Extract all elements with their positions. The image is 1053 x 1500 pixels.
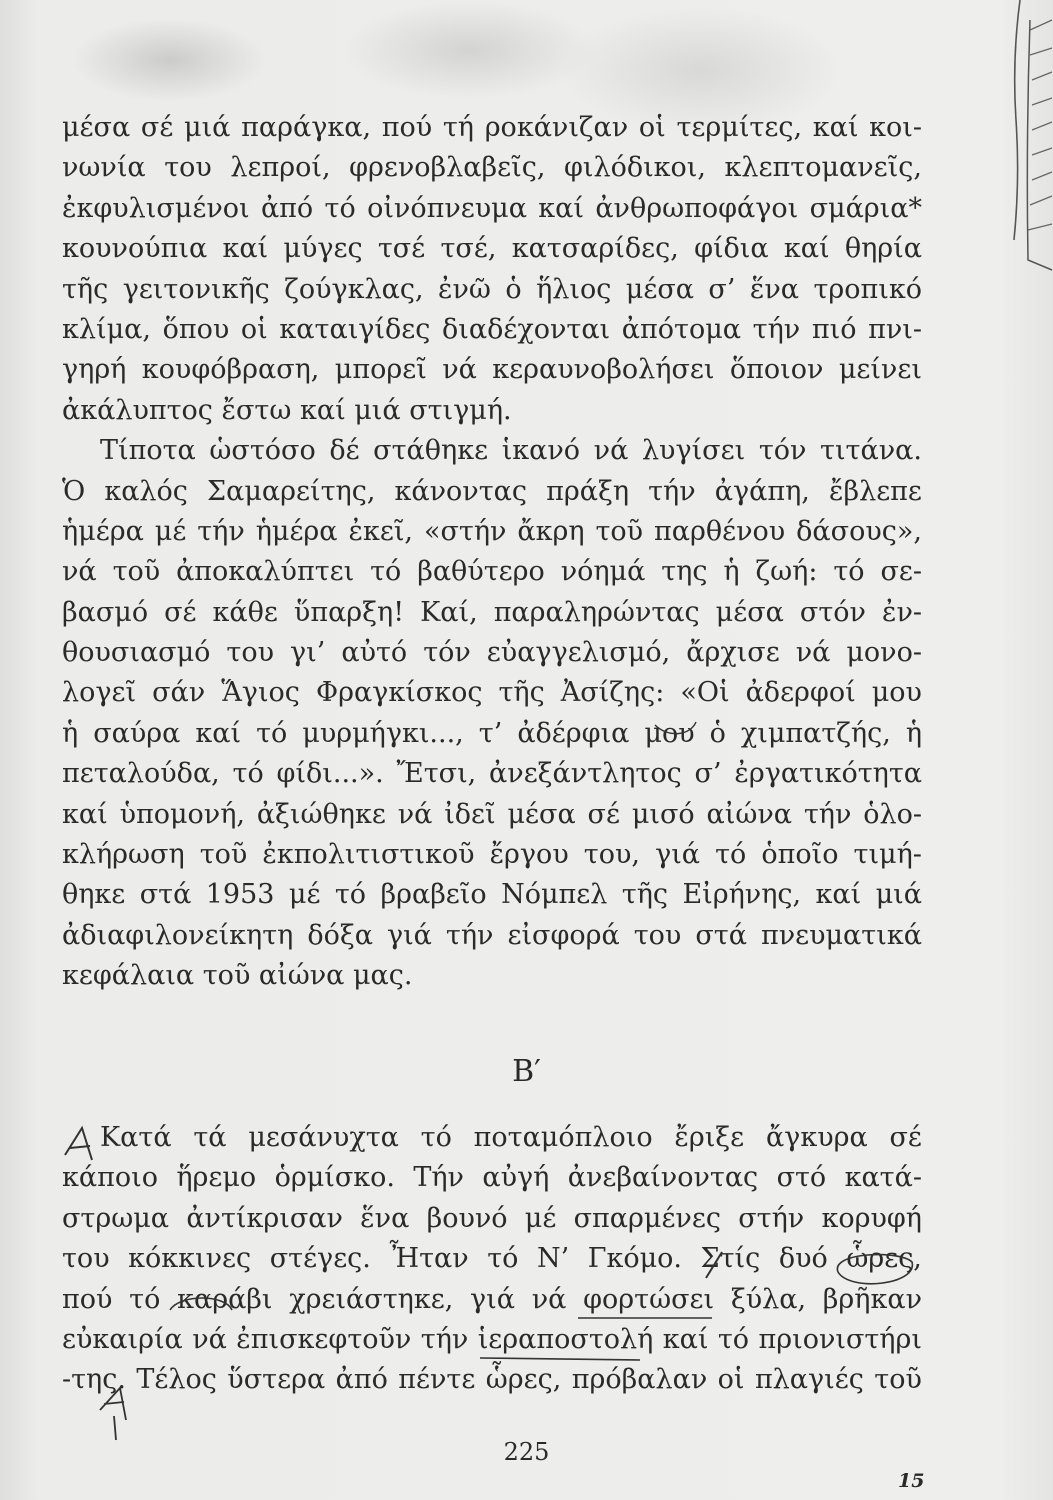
text-line: κουνούπια καί μύγες τσέ τσέ, κατσαρίδες, φίδια καί θηρία — [62, 233, 922, 265]
text-line: εὐκαιρία νά ἐπισκεφτοῦν τήν ἱεραποστολή καί τό πριονιστήρι — [62, 1323, 922, 1355]
text-line: κεφάλαια τοῦ αἰώνα μας. — [62, 960, 413, 992]
text-line: Κατά τά μεσάνυχτα τό ποταμόπλοιο ἔριξε ἄγκυρα σέ — [100, 1122, 922, 1153]
text-line: Τίποτα ὡστόσο δέ στάθηκε ἱκανό νά λυγίσει τόν τιτάνα. — [100, 435, 922, 467]
text-line: ἀκάλυπτος ἔστω καί μιά στιγμή. — [62, 394, 512, 426]
text-line: νά τοῦ ἀποκαλύπτει τό βαθύτερο νόημά της ἡ ζωή: τό σε- — [62, 556, 922, 588]
paragraph-block-1 — [62, 108, 922, 997]
text-line: πού τό καράβι χρειάστηκε, γιά νά φορτώσει ξύλα, βρῆκαν — [62, 1283, 922, 1315]
text-line: τῆς γειτονικῆς ζούγκλας, ἐνῶ ὁ ἥλιος μέσα σ’ ἕνα τροπικό — [62, 273, 922, 305]
text-line: βασμό σέ κάθε ὕπαρξη! Καί, παραληρώντας μέσα στόν ἐν- — [62, 596, 922, 628]
text-line: νωνία του λεπροί, φρενοβλαβεῖς, φιλόδικοι, κλεπτομανεῖς, — [62, 152, 922, 184]
text-line: γηρή κουφόβραση, μπορεῖ νά κεραυνοβολήσει ὅποιον μείνει — [62, 354, 922, 386]
text-line: στρωμα ἀντίκρισαν ἕνα βουνό μέ σπαρμένες στήν κορυφή — [62, 1202, 922, 1234]
text-line: ἡ σαύρα καί τό μυρμήγκι..., τ’ ἀδέρφια μου ὁ χιμπατζής, ἡ — [62, 717, 922, 749]
text-line: πεταλούδα, τό φίδι...». Ἔτσι, ἀνεξάντλητος σ’ ἐργατικότητα — [62, 758, 922, 790]
text-line: κλήρωση τοῦ ἐκπολιτιστικοῦ ἔργου του, γιά τό ὁποῖο τιμή- — [62, 839, 922, 871]
text-line: ἀδιαφιλονείκητη δόξα γιά τήν εἰσφορά του στά πνευματικά — [62, 919, 922, 951]
text-line: κλίμα, ὅπου οἱ καταιγίδες διαδέχονται ἀπότομα τήν πιό πνι- — [62, 313, 922, 345]
text-line: -της. Τέλος ὕστερα ἀπό πέντε ὧρες, πρόβαλαν οἱ πλαγιές τοῦ — [62, 1364, 922, 1396]
text-line: θουσιασμό του γι’ αὐτό τόν εὐαγγελισμό, ἄρχισε νά μονο- — [62, 637, 922, 669]
section-heading: Β′ — [512, 1054, 541, 1089]
text-line: καί ὑπομονή, ἀξιώθηκε νά ἰδεῖ μέσα σέ μισό αἰώνα τήν ὁλο- — [62, 798, 922, 830]
text-line: του κόκκινες στέγες. Ἦταν τό Ν’ Γκόμο. Στίς δυό ὧρες, — [62, 1243, 922, 1275]
margin-sketch — [990, 0, 1053, 280]
text-line: λογεῖ σάν Ἅγιος Φραγκίσκος τῆς Ἀσίζης: «Οἱ ἀδερφοί μου — [62, 677, 922, 709]
paragraph-block-2 — [62, 1118, 922, 1401]
text-line: θηκε στά 1953 μέ τό βραβεῖο Νόμπελ τῆς Εἰρήνης, καί μιά — [62, 879, 922, 911]
text-line: Ὁ καλός Σαμαρείτης, κάνοντας πράξη τήν ἀγάπη, ἔβλεπε — [62, 475, 922, 507]
text-line: κάποιο ἥρεμο ὁρμίσκο. Τήν αὐγή ἀνεβαίνοντας στό κατά- — [62, 1162, 922, 1194]
text-line: ἐκφυλισμένοι ἀπό τό οἰνόπνευμα καί ἀνθρωποφάγοι σμάρια* — [62, 192, 922, 224]
signature-number: 15 — [898, 1470, 925, 1492]
page-number: 225 — [503, 1438, 550, 1466]
text-line: ἡμέρα μέ τήν ἡμέρα ἐκεῖ, «στήν ἄκρη τοῦ παρθένου δάσους», — [62, 515, 922, 547]
text-line: μέσα σέ μιά παράγκα, πού τή ροκάνιζαν οἱ τερμίτες, καί κοι- — [62, 112, 922, 143]
